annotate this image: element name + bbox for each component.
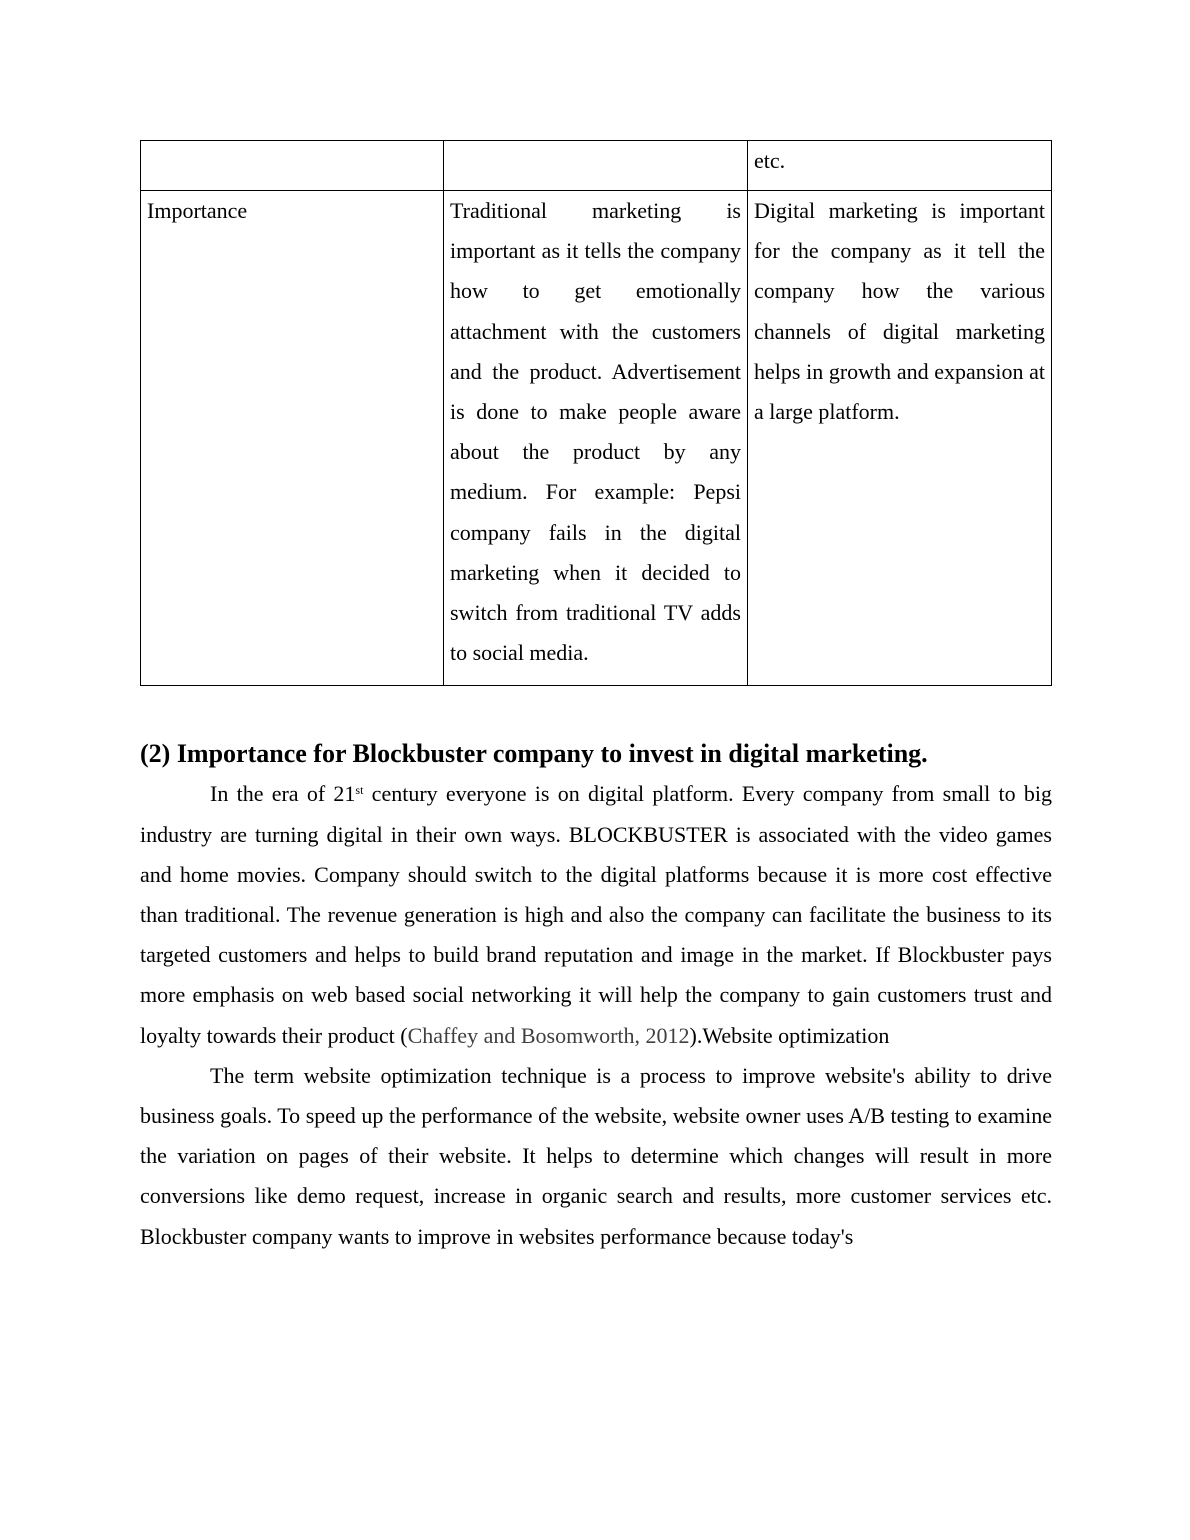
- document-page: [140, 140, 1052, 1257]
- table-row: [141, 191, 1052, 686]
- table-row: [141, 141, 1052, 191]
- table-cell-digital: Digital marketing is important for the company as it tell the company how the various channels of digital marketing helps in growth and expansion at a large platform.: [748, 191, 1052, 686]
- comparison-table: [140, 140, 1052, 686]
- body-paragraph: The term website optimization technique is a process to improve website's ability to drive business goals. To speed up the performance of the website, website owner uses A/B testing to examine the variation on pages of their website. It helps to determine which changes will result in more conversions like demo request, increase in organic search and results, more customer services etc. Blockbuster company wants to improve in websites performance because today's: [140, 1062, 1052, 1249]
- section-heading: (2) Importance for Blockbuster company to invest in digital marketing.: [140, 739, 928, 769]
- paragraph-text: century everyone is on digital platform. Every company from small to big industry are turning digital in their own ways. BLOCKBUSTER is associated with the video games and home movies. Company should switch to the digital platforms because it is more cost effective than traditional. The revenue generation is high and also the company can facilitate the business to its targeted customers and helps to build brand reputation and image in the market. If Blockbuster pays more emphasis on web based social networking it will help the company to gain customers trust and loyalty towards their product (: [140, 781, 1052, 1048]
- table-cell-label: [141, 141, 444, 191]
- body-paragraph: [140, 774, 1052, 1055]
- paragraph-text: ).Website optimization: [689, 1022, 890, 1048]
- table-cell-traditional: Traditional marketing is important as it tells the company how to get emotionally attachment with the customers and the product. Advertisement is done to make people aware about the product by any medium. For example: Pepsi company fails in the digital marketing when it decided to switch from traditional TV adds to social media.: [444, 191, 748, 686]
- table-cell-traditional: [444, 141, 748, 191]
- table-cell-label: Importance: [141, 191, 444, 686]
- ordinal-superscript: st: [355, 783, 364, 798]
- paragraph-text: In the era of 21: [210, 781, 356, 807]
- citation: Chaffey and Bosomworth, 2012: [407, 1022, 690, 1048]
- table-cell-digital: etc.: [748, 141, 1052, 191]
